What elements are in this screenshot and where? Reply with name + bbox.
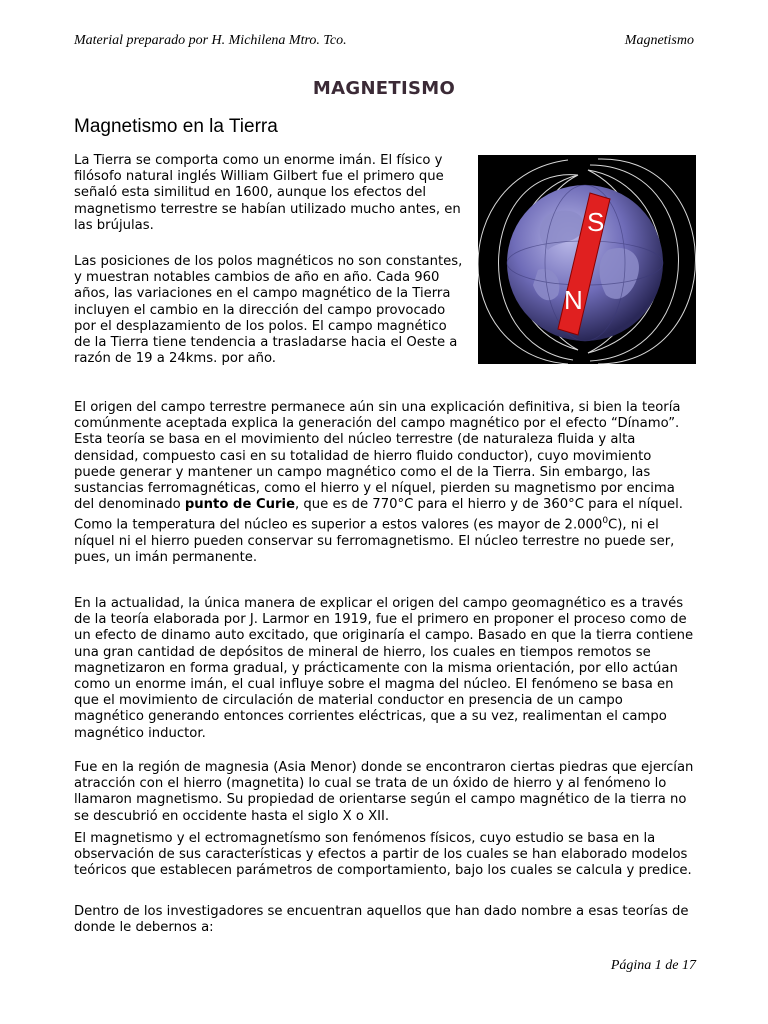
paragraph-7: Dentro de los investigadores se encuentran aquellos que han dado nombre a esas teorías de donde le debernos a: — [74, 904, 689, 936]
paragraph-3-part-a: El origen del campo terrestre permanece aún sin una explicación definitiva, si bien la teoría comúnmente aceptada explica la generación del campo magnético por el efecto “Dínamo”. Esta teoría se basa en el movimiento del núcleo terrestre (de naturaleza fluida y alta densidad, compuesto casi en su totalidad de hierro fluido conductor), cuyo movimiento puede generar y mantener un campo magnético como el de la Tierra. Sin embargo, las sustancias ferromagnéticas, como el hierro y el níquel, pierden su magnetismo por encima del denominado — [74, 400, 681, 513]
paragraph-2: Las posiciones de los polos magnéticos no son constantes, y muestran notables cambios de año en año. Cada 960 años, las variaciones en el campo magnético de la Tierra incluyen el cambio en la dirección del campo provocado por el desplazamiento de los polos. El campo magnético de la Tierra tiene tendencia a trasladarse hacia el Oeste a razón de 19 a 24kms. por año. — [74, 254, 463, 367]
curie-point-term: punto de Curie — [184, 497, 296, 513]
earth-magnet-illustration — [478, 155, 696, 364]
paragraph-3-part-c: C), ni el níquel ni el hierro pueden conservar su ferromagnetismo. El núcleo terrestre no puede ser, pues, un imán permanente. — [74, 517, 675, 566]
paragraph-4: En la actualidad, la única manera de explicar el origen del campo geomagnético es a través de la teoría elaborada por J. Larmor en 1919, fue el primero en proponer el proceso como de un efecto de dinamo auto excitado, que originaría el campo. Basado en que la tierra contiene una gran cantidad de depósitos de mineral de hierro, los cuales en tiempos remotos se magnetizaron en forma gradual, y prácticamente con la misma orientación, por ello actúan como un enorme imán, el cual influye sobre el magma del núcleo. El fenómeno se basa en que el movimiento de circulación de material conductor en presencia de un campo magnético generando entonces corrientes eléctricas, que a su vez, realimentan el campo magnético inductor. — [74, 596, 694, 741]
pole-label-s: S — [587, 207, 605, 237]
page-header — [74, 33, 694, 49]
degree-superscript: 0 — [602, 516, 609, 527]
paragraph-5: Fue en la región de magnesia (Asia Menor) donde se encontraron ciertas piedras que ejercían atracción con el hierro (magnetita) lo cual se trata de un óxido de hierro y al fenómeno lo llamaron magnetismo. Su propiedad de orientarse según el campo magnético de la tierra no se descubrió en occidente hasta el siglo X o XII. — [74, 760, 694, 824]
header-topic: Magnetismo — [624, 33, 694, 48]
paragraph-3-part-b: , que es de 770°C para el hierro y de 360°C para el níquel. Como la temperatura del núcleo es superior a estos valores (es mayor de 2.000 — [74, 497, 683, 533]
page-number: Página 1 de 17 — [610, 958, 696, 973]
document-title: MAGNETISMO — [312, 78, 456, 99]
paragraph-1: La Tierra se comporta como un enorme imán. El físico y filósofo natural inglés William Gilbert fue el primero que señaló esta similitud en 1600, aunque los efectos del magnetismo terrestre se habían utilizado mucho antes, en las brújulas. — [74, 153, 461, 233]
paragraph-6: El magnetismo y el ectromagnetísmo son fenómenos físicos, cuyo estudio se basa en la observación de sus características y efectos a partir de los cuales se han elaborado modelos teóricos que establecen parámetros de comportamiento, bajo los cuales se calcula y predice. — [74, 831, 692, 879]
header-author: Material preparado por H. Michilena Mtro. Tco. — [74, 33, 347, 48]
section-title: Magnetismo en la Tierra — [74, 116, 278, 137]
paragraph-3 — [74, 400, 696, 566]
earth-magnet-figure — [478, 155, 696, 364]
pole-label-n: N — [564, 285, 583, 315]
